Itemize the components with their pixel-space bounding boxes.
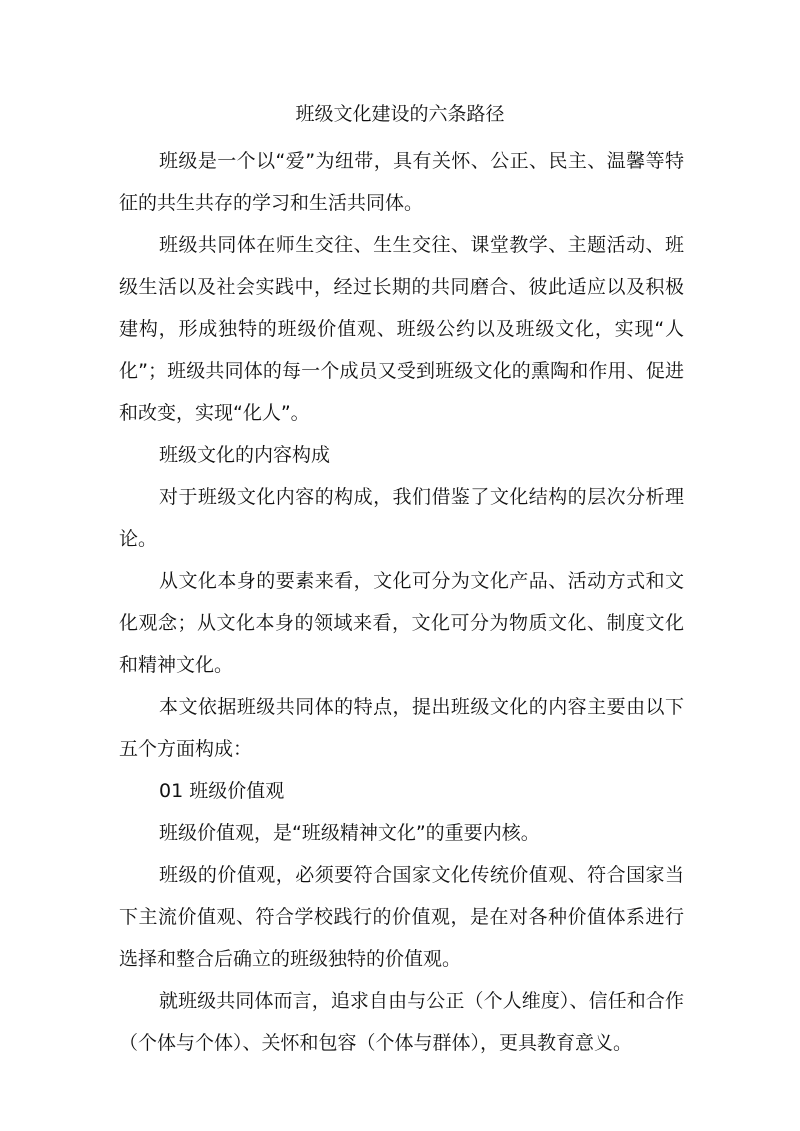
document-title: 班级文化建设的六条路径 bbox=[295, 103, 505, 125]
subsection-heading: 01 班级价值观 bbox=[159, 780, 285, 802]
paragraph: 对于班级文化内容的构成，我们借鉴了文化结构的层次分析理论。 bbox=[119, 486, 684, 550]
document-body bbox=[119, 140, 684, 1064]
paragraph: 本文依据班级共同体的特点，提出班级文化的内容主要由以下五个方面构成： bbox=[119, 696, 684, 760]
paragraph: 班级的价值观，必须要符合国家文化传统价值观、符合国家当下主流价值观、符合学校践行的价值观，是在对各种价值体系进行选择和整合后确立的班级独特的价值观。 bbox=[119, 864, 684, 970]
paragraph: 班级是一个以“爱”为纽带，具有关怀、公正、民主、温馨等特征的共生共存的学习和生活共同体。 bbox=[119, 150, 684, 214]
paragraph: 就班级共同体而言，追求自由与公正（个人维度）、信任和合作（个体与个体）、关怀和包容（个体与群体），更具教育意义。 bbox=[119, 990, 684, 1054]
paragraph: 班级共同体在师生交往、生生交往、课堂教学、主题活动、班级生活以及社会实践中，经过长期的共同磨合、彼此适应以及积极建构，形成独特的班级价值观、班级公约以及班级文化，实现“人化”；班级共同体的每一个成员又受到班级文化的熏陶和作用、促进和改变，实现“化人”。 bbox=[119, 234, 684, 424]
paragraph: 从文化本身的要素来看，文化可分为文化产品、活动方式和文化观念；从文化本身的领域来看，文化可分为物质文化、制度文化和精神文化。 bbox=[119, 570, 684, 676]
section-heading: 班级文化的内容构成 bbox=[159, 444, 331, 466]
paragraph: 班级价值观，是“班级精神文化”的重要内核。 bbox=[159, 822, 540, 844]
